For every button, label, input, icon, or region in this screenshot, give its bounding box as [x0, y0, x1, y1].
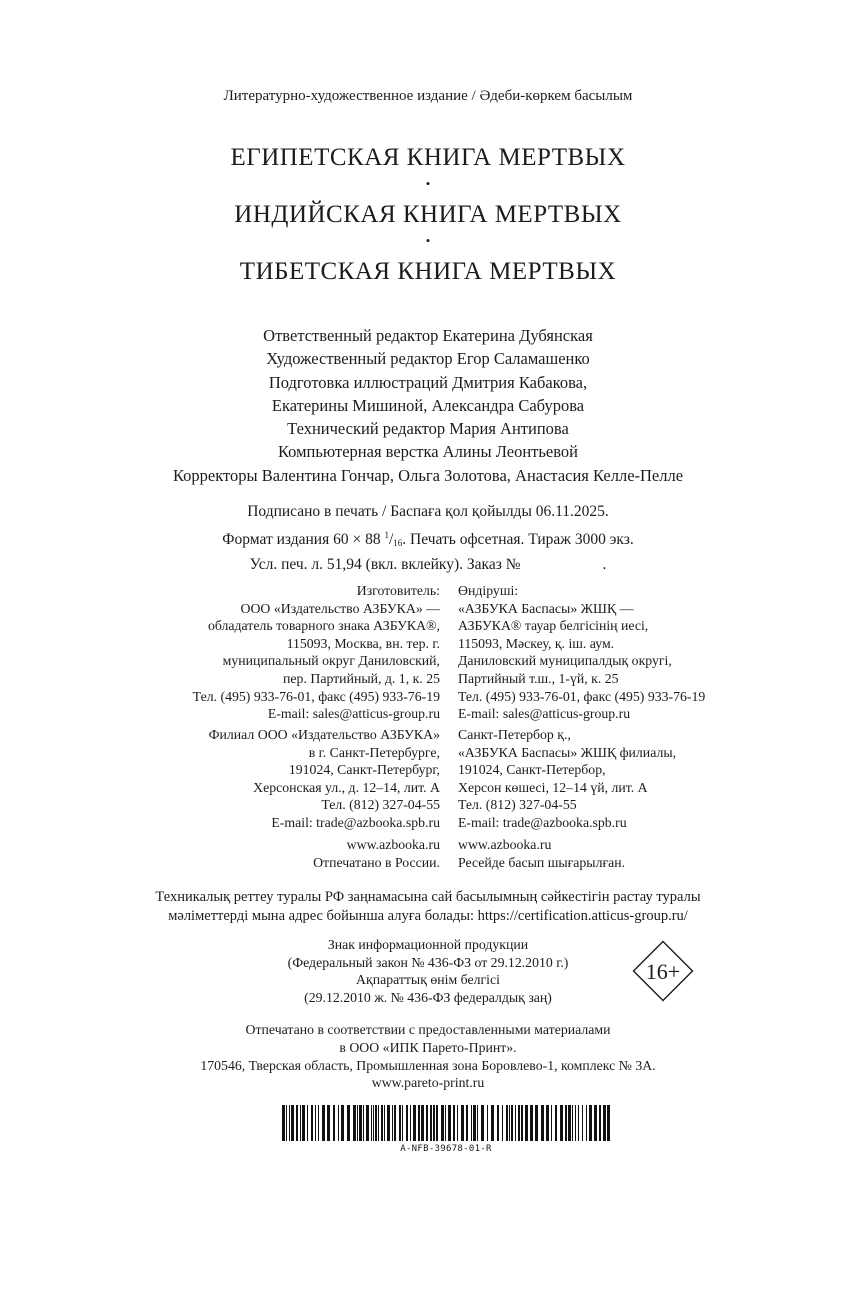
manufacturer-kz: Өндіруші: «АЗБУКА Баспасы» ЖШҚ — АЗБУКА® тауар белгісінің иесі, 115093, Мәскеу, қ. іш. аум. Даниловский муниципалдық округі, Партийный т.ш., 1-үй, к. 25 Тел. (495) 933-76-01, факс (495) 933-76-19 E-mail: sales@atticus-group.ru	[458, 583, 706, 722]
credit-line: Художественный редактор Егор Саламашенко	[266, 349, 590, 369]
barcode-bar	[315, 1105, 316, 1141]
barcode-bar	[327, 1105, 330, 1141]
barcode-bar	[430, 1105, 432, 1141]
barcode-bar	[373, 1105, 374, 1141]
barcode-bar	[511, 1105, 513, 1141]
barcode-bar	[413, 1105, 416, 1141]
barcode-bar	[402, 1105, 403, 1141]
site-kz: www.azbooka.ru Ресейде басып шығарылған.	[458, 837, 626, 870]
barcode-bar	[363, 1105, 364, 1141]
barcode-bar	[491, 1105, 494, 1141]
title-separator: •	[425, 233, 431, 248]
barcode-bar	[525, 1105, 528, 1141]
barcode-bar	[565, 1105, 567, 1141]
barcode-bar	[421, 1105, 424, 1141]
barcode-bar	[418, 1105, 420, 1141]
barcode-bar	[322, 1105, 325, 1141]
credit-line: Ответственный редактор Екатерина Дубянская	[263, 326, 593, 345]
barcode-bar	[509, 1105, 510, 1141]
barcode-bar	[426, 1105, 428, 1141]
barcode-bar	[406, 1105, 408, 1141]
barcode-bar	[318, 1105, 319, 1141]
barcode-bar	[497, 1105, 499, 1141]
barcode-bar	[607, 1105, 610, 1141]
barcode-bar	[457, 1105, 458, 1141]
signed-date-line: Подписано в печать / Баспаға қол қойылды 06.11.2025.	[247, 503, 609, 520]
barcode-bar	[481, 1105, 484, 1141]
barcode-bar	[359, 1105, 362, 1141]
barcode-bar	[378, 1105, 379, 1141]
barcode-bar	[521, 1105, 523, 1141]
barcode-bar	[453, 1105, 455, 1141]
barcode-bar	[366, 1105, 369, 1141]
regulation-notice: Техникалық реттеу туралы РФ заңнамасына сай басылымның сәйкестігін растау туралы мәліметтерді мына адрес бойынша алуға болады: https://certification.atticus-group.ru/	[155, 889, 701, 924]
credit-line: Подготовка иллюстраций Дмитрия Кабакова,	[268, 372, 588, 392]
barcode-bar	[461, 1105, 464, 1141]
barcode-bar	[436, 1105, 438, 1141]
title-tibetan: ТИБЕТСКАЯ КНИГА МЕРТВЫХ	[239, 258, 617, 285]
barcode-bar	[471, 1105, 472, 1141]
barcode-bar	[530, 1105, 533, 1141]
barcode-bar	[384, 1105, 385, 1141]
barcode-bar	[433, 1105, 435, 1141]
barcode-bar	[399, 1105, 401, 1141]
barcode-bar	[296, 1105, 298, 1141]
barcode-bar	[410, 1105, 411, 1141]
barcode-bar	[291, 1105, 294, 1141]
barcode-bar	[555, 1105, 557, 1141]
barcode-bar	[541, 1105, 544, 1141]
barcode-bar	[300, 1105, 301, 1141]
barcode-bar	[341, 1105, 344, 1141]
barcode-bar	[394, 1105, 396, 1141]
order-line: Усл. печ. л. 51,94 (вкл. вклейку). Заказ № .	[249, 556, 607, 573]
credit-line: Технический редактор Мария Антипова	[287, 419, 569, 439]
format-line: Формат издания 60 × 88 $^1/_{16}$. Печать офсетная. Тираж 3000 экз.	[222, 529, 634, 548]
info-product-sign: Знак информационной продукции (Федеральный закон № 436-ФЗ от 29.12.2010 г.) Ақпараттық өнім белгісі (29.12.2010 ж. № 436-ФЗ федералдық заң)	[287, 937, 569, 1005]
barcode-bar	[347, 1105, 350, 1141]
barcode-bar	[441, 1105, 444, 1141]
branch-kz: Санкт-Петербор қ., «АЗБУКА Баспасы» ЖШҚ филиалы, 191024, Санкт-Петербор, Херсон көшесі, 12–14 үй, лит. А Тел. (812) 327-04-55 E-mail: trade@azbooka.spb.ru	[458, 727, 677, 830]
barcode-bar	[333, 1105, 335, 1141]
barcode-bar	[487, 1105, 488, 1141]
barcode-bar	[572, 1105, 573, 1141]
barcode-bar	[502, 1105, 503, 1141]
barcode-bar	[307, 1105, 308, 1141]
barcode-bar	[387, 1105, 390, 1141]
barcode-bar	[357, 1105, 358, 1141]
title-egyptian: ЕГИПЕТСКАЯ КНИГА МЕРТВЫХ	[230, 144, 626, 171]
barcode-bar	[473, 1105, 476, 1141]
barcode-bar	[477, 1105, 478, 1141]
barcode-bar	[518, 1105, 520, 1141]
barcode-bar	[448, 1105, 451, 1141]
credit-line: Компьютерная верстка Алины Леонтьевой	[277, 442, 578, 462]
printer-info: Отпечатано в соответствии с предоставленными материалами в ООО «ИПК Парето-Принт». 170546, Тверская область, Промышленная зона Боровлево-1, комплекс № 3А. www.pareto-print.ru	[200, 1022, 656, 1091]
barcode-bar	[289, 1105, 290, 1141]
branch-ru: Филиал ООО «Издательство АЗБУКА» в г. Санкт-Петербурге, 191024, Санкт-Петербург, Херсонская ул., д. 12–14, лит. А Тел. (812) 327-04-55 E-mail: trade@azbooka.spb.ru	[208, 727, 440, 830]
barcode-bar	[286, 1105, 287, 1141]
barcode-bar	[371, 1105, 372, 1141]
barcode-bar	[375, 1105, 377, 1141]
barcode	[282, 1105, 610, 1141]
barcode-bar	[445, 1105, 446, 1141]
barcode-bar	[466, 1105, 468, 1141]
credits-block	[0, 324, 856, 487]
barcode-bar	[392, 1105, 393, 1141]
title-indian: ИНДИЙСКАЯ КНИГА МЕРТВЫХ	[234, 201, 622, 228]
barcode-bar	[589, 1105, 592, 1141]
manufacturer-ru: Изготовитель: ООО «Издательство АЗБУКА» — обладатель товарного знака АЗБУКА®, 115093, Москва, вн. тер. г. муниципальный округ Даниловский, пер. Партийный, д. 1, к. 25 Тел. (495) 933-76-01, факс (495) 933-76-19 E-mail: sales@atticus-group.ru	[192, 583, 440, 722]
barcode-bar	[568, 1105, 571, 1141]
age-rating-badge	[632, 940, 694, 1002]
barcode-bar	[582, 1105, 583, 1141]
barcode-bar	[338, 1105, 339, 1141]
site-ru: www.azbooka.ru Отпечатано в России.	[313, 837, 440, 870]
barcode-bar	[506, 1105, 508, 1141]
barcode-bar	[586, 1105, 587, 1141]
age-rating-text: 16+	[645, 959, 681, 984]
barcode-bar	[560, 1105, 563, 1141]
barcode-bar	[594, 1105, 597, 1141]
print-signature-block	[0, 501, 856, 577]
barcode-bar	[282, 1105, 285, 1141]
barcode-bar	[599, 1105, 601, 1141]
series-label: Литературно-художественное издание / Әдеби-көркем басылым	[223, 88, 633, 104]
credit-line: Корректоры Валентина Гончар, Ольга Золотова, Анастасия Келле-Пелле	[172, 465, 684, 485]
barcode-bar	[578, 1105, 579, 1141]
barcode-bar	[353, 1105, 356, 1141]
barcode-caption: A-NFB-39678-01-R	[400, 1144, 492, 1154]
barcode-bar	[551, 1105, 552, 1141]
barcode-bar	[515, 1105, 516, 1141]
barcode-bar	[546, 1105, 549, 1141]
title-separator: •	[425, 176, 431, 191]
barcode-bar	[311, 1105, 313, 1141]
barcode-bar	[575, 1105, 576, 1141]
barcode-bar	[535, 1105, 538, 1141]
credit-line: Екатерины Мишиной, Александра Сабурова	[271, 395, 585, 415]
barcode-bar	[302, 1105, 305, 1141]
barcode-bar	[603, 1105, 606, 1141]
barcode-bar	[381, 1105, 383, 1141]
